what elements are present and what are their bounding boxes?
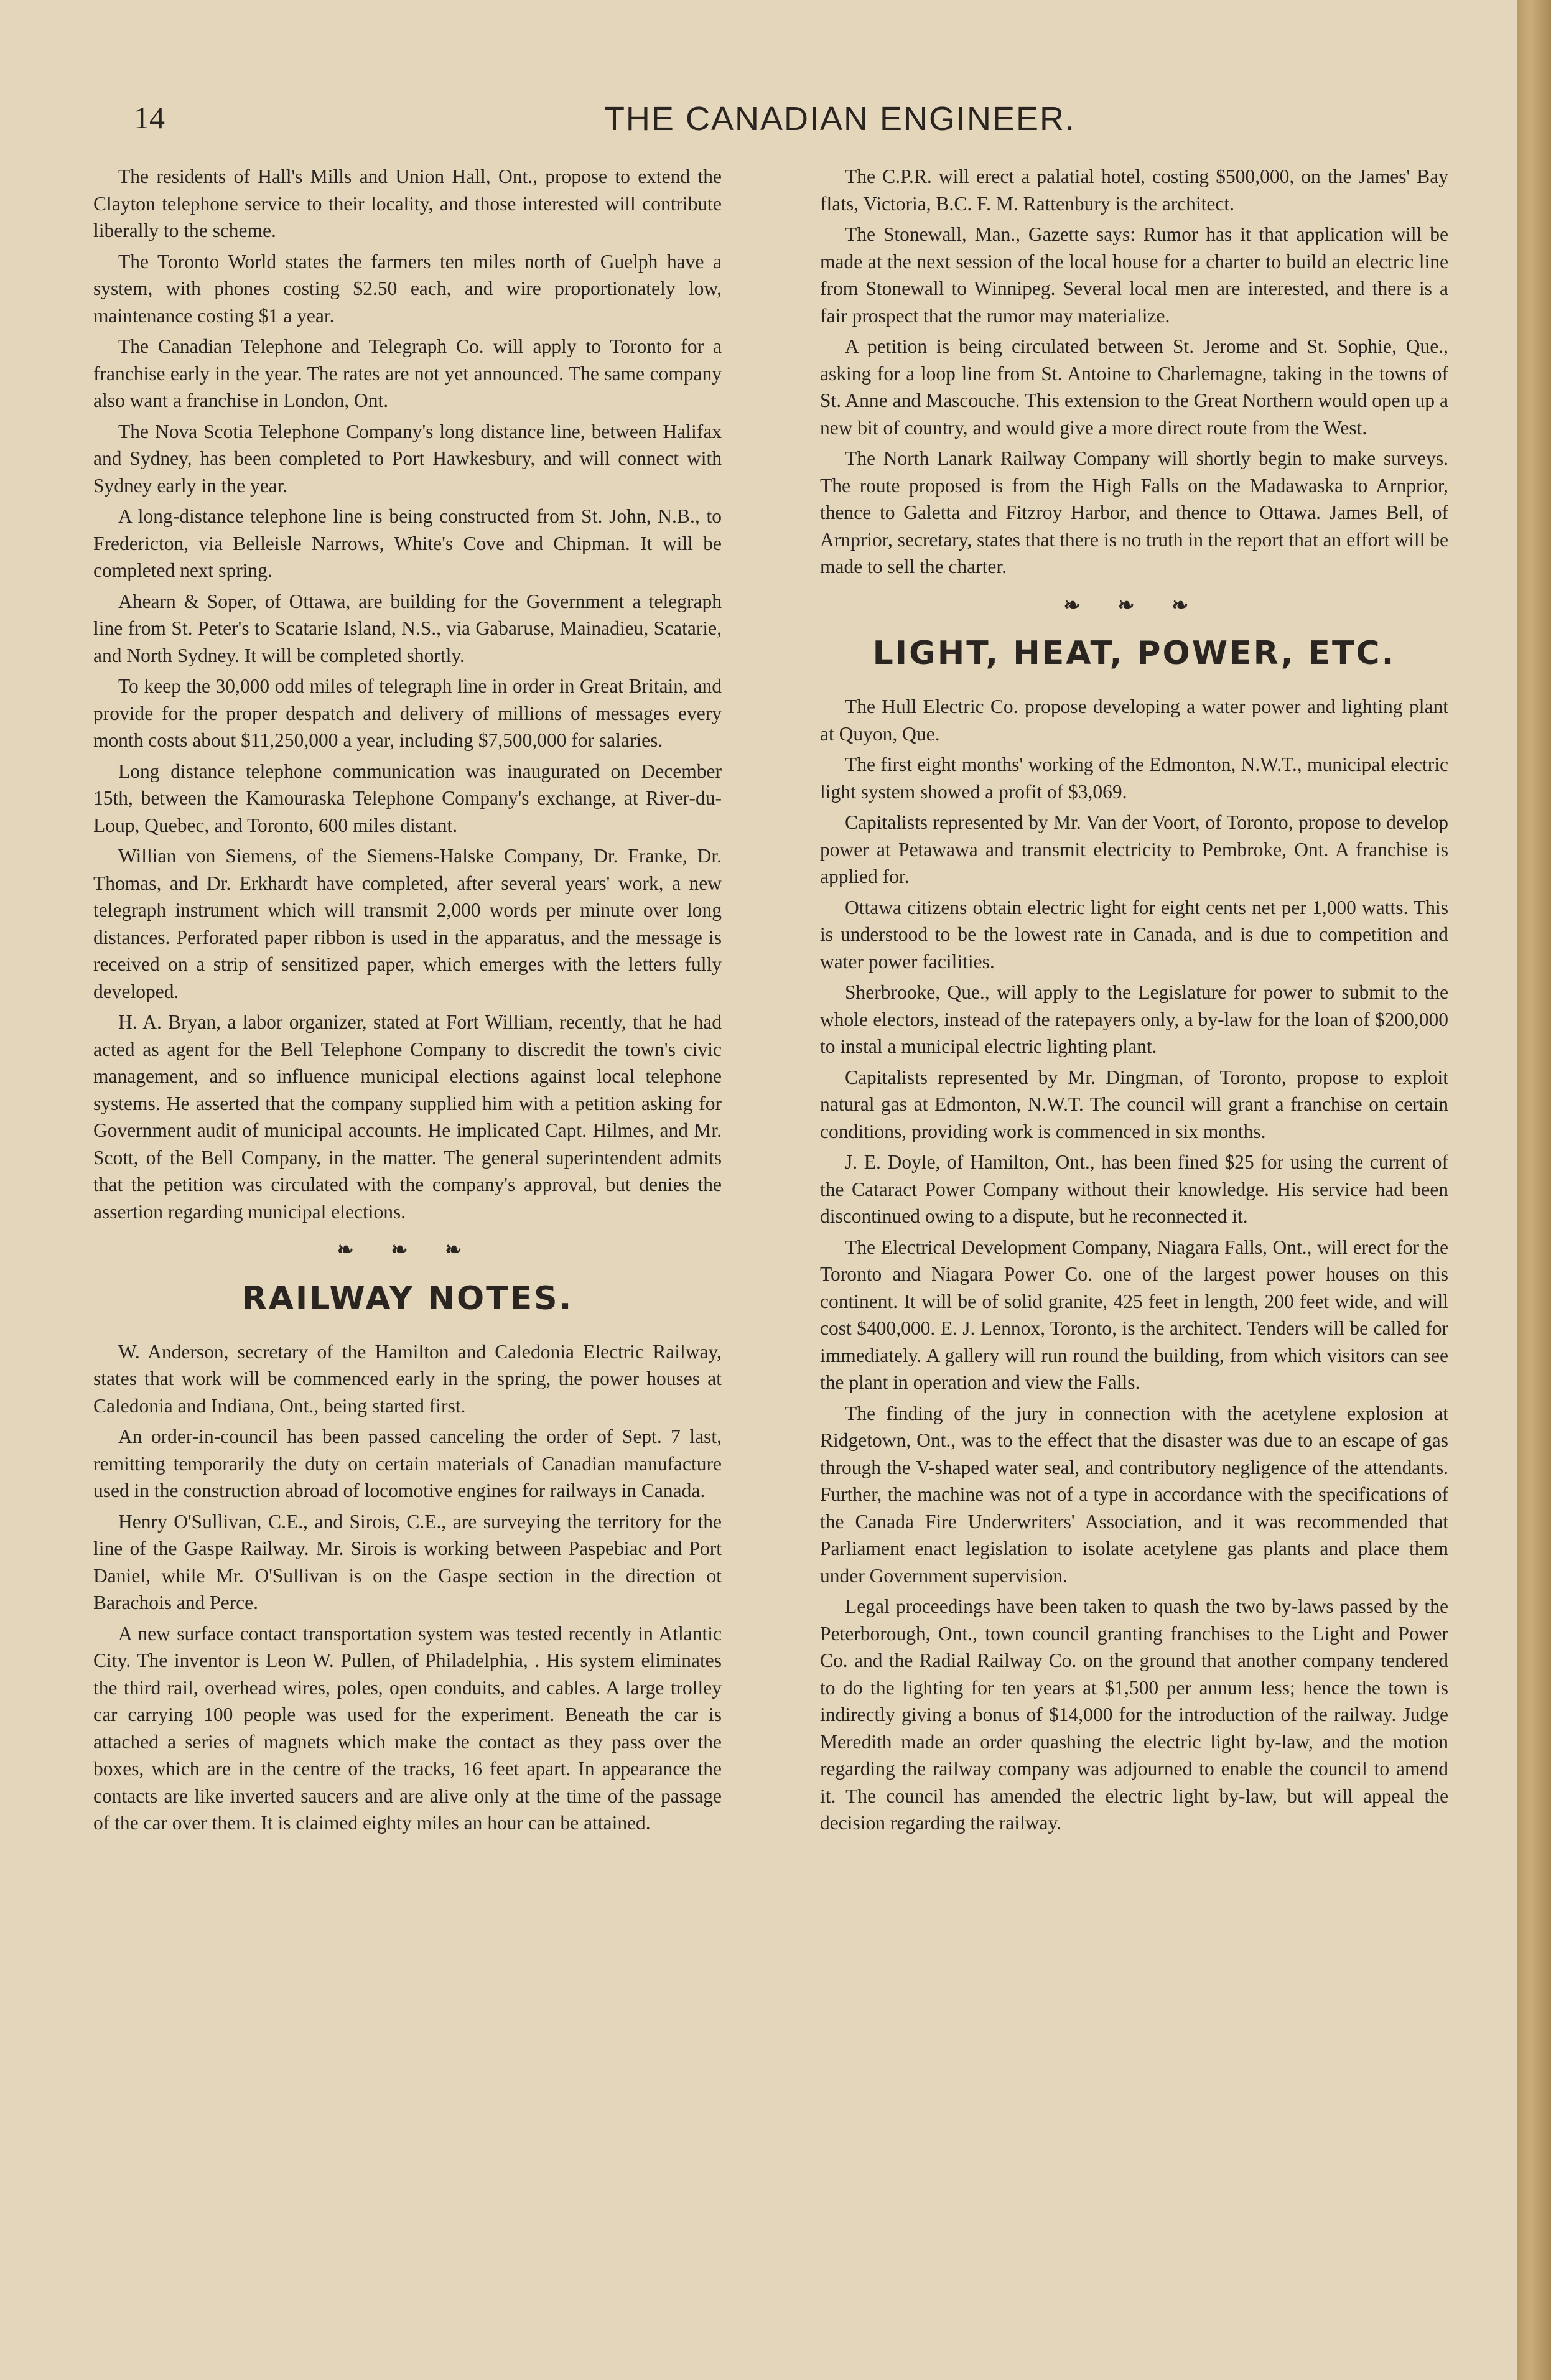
paragraph-halls-mills: The residents of Hall's Mills and Union Hall, Ont., propose to extend the Clayton telephone service to their locality, and those interested will contribute liberally to the scheme. — [93, 166, 722, 241]
paragraph-edmonton-light: The first eight months' working of the Edmonton, N.W.T., municipal electric light system showed a profit of $3,069. — [820, 754, 1448, 803]
paragraph-acetylene-explosion: The finding of the jury in connection with the acetylene explosion at Ridgetown, Ont., was to the effect that the disaster was due to an escape of gas through the V-shaped water seal, and contributory negligence of the attendants. Further, the machine was not of a type in accordance with the specifications of the Canada Fire Underwriters' Association, and it was recommended that Parliament enact legislation to isolate acetylene gas plants and place them under Government supervision. — [820, 1402, 1448, 1587]
page-header — [134, 100, 1484, 143]
paragraph-osullivan: Henry O'Sullivan, C.E., and Sirois, C.E., are surveying the territory for the line of the Gaspe Railway. Mr. Sirois is working between Paspebiac and Port Daniel, while Mr. O'Sullivan is on the Gaspe section in the direction ot Barachois and Perce. — [93, 1510, 722, 1613]
paragraph-kamouraska: Long distance telephone communication was inaugurated on December 15th, between the Kamouraska Telephone Company's exchange, at River-du-Loup, Quebec, and Toronto, 600 miles distant. — [93, 760, 722, 836]
paragraph-ottawa-light: Ottawa citizens obtain electric light for eight cents net per 1,000 watts. This is understood to be the lowest rate in Canada, and is due to competition and water power facilities. — [820, 896, 1448, 973]
right-column — [820, 163, 1448, 1841]
paragraph-dingman: Capitalists represented by Mr. Dingman, of Toronto, propose to exploit natural gas at Edmonton, N.W.T. The council will grant a franchise on certain conditions, providing work is commenced in six months. — [820, 1066, 1448, 1142]
section-ornament: ❧ ❧ ❧ — [1063, 593, 1205, 616]
paragraph-anderson: W. Anderson, secretary of the Hamilton and Caledonia Electric Railway, states that work will be commenced early in the spring, the power houses at Caledonia and Indiana, Ont., being started first. — [93, 1340, 722, 1417]
paragraph-electrical-development: The Electrical Development Company, Niagara Falls, Ont., will erect for the Toronto and Niagara Power Co. one of the largest power houses on this continent. It will be of solid granite, 425 feet in length, 200 feet wide, and will cost $400,000. E. J. Lennox, Toronto, is the architect. Tenders will be called for immediately. A gallery will run round the building, from which visitors can see the plant in operation and view the Falls. — [820, 1236, 1448, 1393]
section-ornament: ❧ ❧ ❧ — [337, 1238, 478, 1261]
paragraph-order-in-council: An order-in-council has been passed canceling the order of Sept. 7 last, remitting temporarily the duty on certain materials of Canadian manufacture used in the construction abroad of locomotive engines for railways in Canada. — [93, 1426, 722, 1501]
journal-title: THE CANADIAN ENGINEER. — [603, 100, 1076, 138]
section-heading-railway-notes: RAILWAY NOTES. — [241, 1279, 574, 1317]
paragraph-siemens: Willian von Siemens, of the Siemens-Halske Company, Dr. Franke, Dr. Thomas, and Dr. Erkhardt have completed, after several years' work, a new telegraph instrument which will transmit 2,000 words per minute over long distances. Perforated paper ribbon is used in the apparatus, and the message is received on a strip of sensitized paper, which emerges with the letters fully developed. — [93, 845, 722, 1002]
paragraph-bryan: H. A. Bryan, a labor organizer, stated at Fort William, recently, that he had acted as agent for the Bell Telephone Company to discredit the town's civic management, and so influence municipal elections against local telephone systems. He asserted that the company supplied him with a petition asking for Government audit of municipal accounts. He implicated Capt. Hilmes, and Mr. Scott, of the Bell Company, in the matter. The general superintendent admits that the petition was circulated with the company's approval, but denies the assertion regarding municipal elections. — [93, 1011, 722, 1223]
paragraph-nova-scotia-telephone: The Nova Scotia Telephone Company's long distance line, between Halifax and Sydney, has been completed to Port Hawkesbury, and will connect with Sydney early in the year. — [93, 420, 722, 497]
paragraph-ahearn-soper: Ahearn & Soper, of Ottawa, are building for the Government a telegraph line from St. Peter's to Scatarie Island, N.S., via Gabaruse, Mainadieu, Scatarie, and North Sydney. It will be completed shortly. — [93, 590, 722, 666]
left-column — [93, 163, 722, 1841]
paragraph-cpr-hotel: The C.P.R. will erect a palatial hotel, costing $500,000, on the James' Bay flats, Victoria, B.C. F. M. Rattenbury is the architect. — [820, 166, 1448, 215]
paragraph-north-lanark: The North Lanark Railway Company will shortly begin to make surveys. The route proposed is from the High Falls on the Madawaska to Arnprior, thence to Galetta and Fitzroy Harbor, and thence to Ottawa. James Bell, of Arnprior, secretary, states that there is no truth in the report that an effort will be made to sell the charter. — [820, 447, 1448, 577]
page-number: 14 — [134, 100, 165, 135]
paragraph-st-john-line: A long-distance telephone line is being constructed from St. John, N.B., to Fredericton, via Belleisle Narrows, White's Cove and Chipman. It will be completed next spring. — [93, 505, 722, 581]
paragraph-st-jerome-petition: A petition is being circulated between St. Jerome and St. Sophie, Que., asking for a loop line from St. Antoine to Charlemagne, taking in the towns of St. Anne and Mascouche. This extension to the Great Northern would open up a new bit of country, and would give a more direct route from the West. — [820, 335, 1448, 439]
section-heading-light-heat-power: LIGHT, HEAT, POWER, ETC. — [872, 635, 1396, 672]
paragraph-stonewall: The Stonewall, Man., Gazette says: Rumor has it that application will be made at the next session of the local house for a charter to build an electric line from Stonewall to Winnipeg. Several local men are interested, and there is a fair prospect that the rumor may materialize. — [820, 223, 1448, 327]
paragraph-doyle: J. E. Doyle, of Hamilton, Ont., has been fined $25 for using the current of the Cataract Power Company without their knowledge. His service had been discontinued owing to a dispute, but he reconnected it. — [820, 1151, 1448, 1227]
paragraph-peterborough: Legal proceedings have been taken to quash the two by-laws passed by the Peterborough, Ont., town council granting franchises to the Light and Power Co. and the Radial Railway Co. on the ground that another company tendered to do the lighting for ten years at $1,500 per annum less; hence the town is indirectly giving a bonus of $14,000 for the introduction of the railway. Judge Meredith made an order quashing the electric light by-law, and the motion regarding the railway company was adjourned to enable the council to amend it. The council has amended the electric light by-law, but will appeal the decision regarding the railway. — [820, 1595, 1448, 1834]
page-edge — [1517, 0, 1551, 2380]
paragraph-great-britain-telegraph: To keep the 30,000 odd miles of telegraph line in order in Great Britain, and provide for the proper despatch and delivery of millions of messages every month costs about $11,250,000 a year, including $7,500,000 for salaries. — [93, 675, 722, 751]
paragraph-canadian-telephone: The Canadian Telephone and Telegraph Co. will apply to Toronto for a franchise early in the year. The rates are not yet announced. The same company also want a franchise in London, Ont. — [93, 335, 722, 411]
paragraph-surface-contact: A new surface contact transportation system was tested recently in Atlantic City. The inventor is Leon W. Pullen, of Philadelphia, . His system eliminates the third rail, overhead wires, poles, open conduits, and cables. A large trolley car carrying 100 people was used for the experiment. Beneath the car is attached a series of magnets which make the contact as they pass over the boxes, which are in the centre of the tracks, 16 feet apart. In appearance the contacts are like inverted saucers and are alive only at the time of the passage of the car over them. It is claimed eighty miles an hour can be attained. — [93, 1622, 722, 1834]
paragraph-van-der-voort: Capitalists represented by Mr. Van der Voort, of Toronto, propose to develop power at Petawawa and transmit electricity to Pembroke, Ont. A franchise is applied for. — [820, 811, 1448, 887]
paragraph-hull-electric: The Hull Electric Co. propose developing a water power and lighting plant at Quyon, Que. — [820, 696, 1448, 745]
paragraph-toronto-world: The Toronto World states the farmers ten miles north of Guelph have a system, with phones costing $2.50 each, and wire proportionately low, maintenance costing $1 a year. — [93, 250, 722, 327]
paragraph-sherbrooke: Sherbrooke, Que., will apply to the Legislature for power to submit to the whole electors, instead of the ratepayers only, a by-law for the loan of $200,000 to instal a municipal electric lighting plant. — [820, 981, 1448, 1057]
